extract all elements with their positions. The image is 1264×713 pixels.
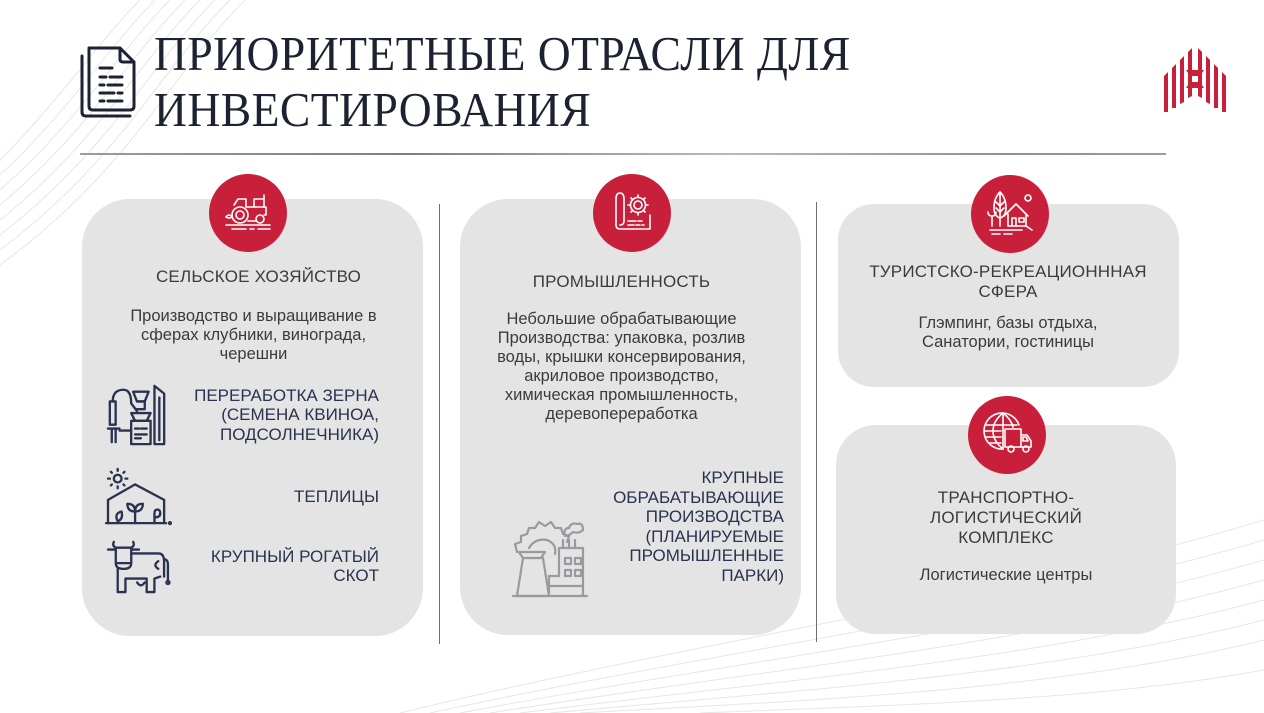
agriculture-item-cattle-label: КРУПНЫЙ РОГАТЫЙ СКОТ (210, 546, 379, 585)
cow-icon (104, 538, 172, 594)
logistics-title: ТРАНСПОРТНО- ЛОГИСТИЧЕСКИЙ КОМПЛЕКС (929, 488, 1082, 547)
tractor-icon (220, 185, 276, 241)
title-line-2: ИНВЕСТИРОВАНИЯ (154, 82, 592, 137)
globe-truck-icon (979, 407, 1035, 463)
tourism-description: Глэмпинг, базы отдыха, Санатории, гостиницы (918, 314, 1098, 351)
industry-title: ПРОМЫШЛЕННОСТЬ (532, 272, 711, 291)
agriculture-item-greenhouse-label: ТЕПЛИЦЫ (294, 487, 379, 507)
logistics-badge (968, 396, 1046, 474)
greenhouse-icon (104, 467, 172, 527)
agriculture-item-grain (104, 380, 379, 450)
agriculture-item-cattle (104, 536, 379, 596)
agriculture-description: Производство и выращивание в сферах клубники, винограда, черешни (130, 307, 377, 363)
blueprint-gear-icon (604, 185, 660, 241)
agriculture-item-greenhouse (104, 466, 379, 528)
logistics-description: Логистические центры (919, 566, 1093, 584)
industry-description: Небольшие обрабатывающие Производства: упаковка, розлив воды, крышки консервирования, акриловое производство, химическая промышленность, деревопереработка (497, 310, 746, 423)
house-tree-icon (982, 186, 1038, 242)
header-divider (80, 153, 1166, 155)
agriculture-badge (209, 174, 287, 252)
tourism-title: ТУРИСТСКО-РЕКРЕАЦИОНННАЯ СФЕРА (869, 262, 1147, 301)
document-icon (76, 42, 142, 120)
tourism-badge (971, 175, 1049, 253)
page-title (154, 26, 991, 138)
grain-processing-icon (104, 382, 170, 448)
brand-logo-icon (1160, 42, 1230, 114)
title-line-1: ПРИОРИТЕТНЫЕ ОТРАСЛИ ДЛЯ (154, 26, 851, 81)
agriculture-item-grain-label: ПЕРЕРАБОТКА ЗЕРНА (СЕМЕНА КВИНОА, ПОДСОЛНЕЧНИКА) (194, 385, 379, 444)
industry-badge (593, 174, 671, 252)
column-divider-1 (439, 204, 440, 644)
industry-large-item-label: КРУПНЫЕ ОБРАБАТЫВАЮЩИЕ ПРОИЗВОДСТВА (ПЛАНИРУЕМЫЕ ПРОМЫШЛЕННЫЕ ПАРКИ) (613, 468, 784, 585)
column-divider-2 (816, 202, 817, 642)
agriculture-title: СЕЛЬСКОЕ ХОЗЯЙСТВО (155, 267, 362, 286)
